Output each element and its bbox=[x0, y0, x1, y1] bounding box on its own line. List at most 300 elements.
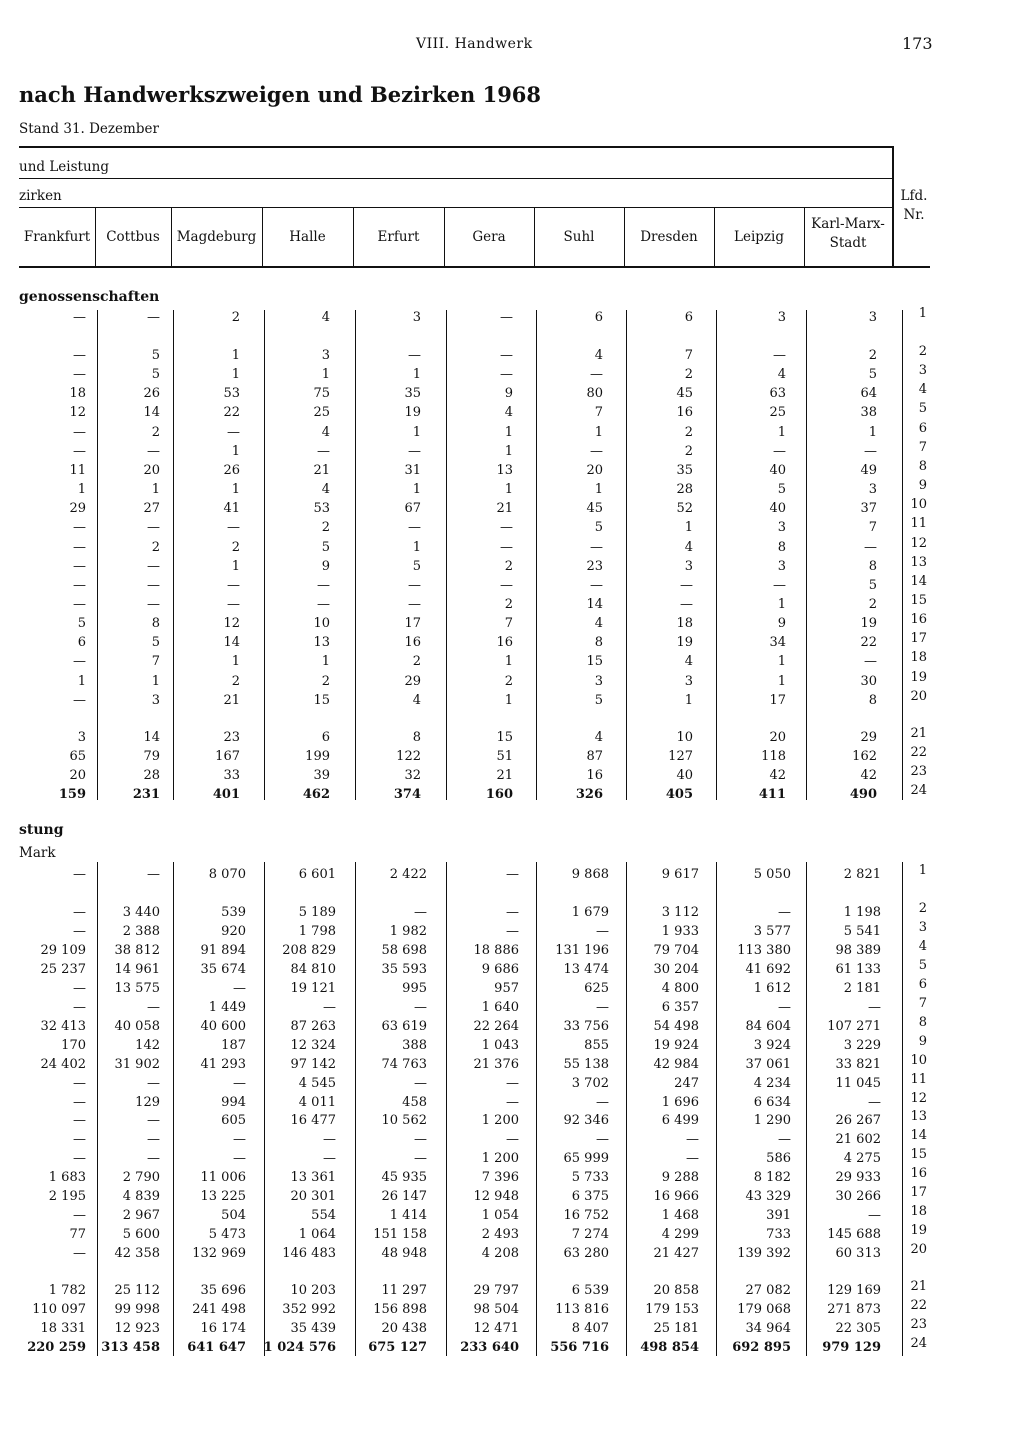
table-cell: — bbox=[414, 999, 427, 1015]
table-cell: 6 499 bbox=[661, 1113, 699, 1129]
row-number: 18 bbox=[910, 1204, 927, 1220]
table-cell: — bbox=[868, 999, 881, 1015]
table-cell: — bbox=[323, 999, 336, 1015]
table-cell: 2 195 bbox=[48, 1189, 86, 1205]
column-header: Gera bbox=[472, 229, 506, 245]
table-cell: 41 bbox=[223, 501, 240, 517]
row-number: 14 bbox=[910, 573, 927, 589]
row-number: 8 bbox=[918, 1014, 927, 1030]
table-cell: 27 bbox=[143, 501, 160, 517]
table-cell: 61 133 bbox=[835, 961, 881, 977]
header-group-label: und Leistung bbox=[19, 159, 109, 175]
table-cell: 554 bbox=[311, 1208, 336, 1224]
table-cell: 28 bbox=[676, 482, 693, 498]
row-number: 22 bbox=[910, 1298, 927, 1314]
table-cell: 45 bbox=[586, 501, 603, 517]
table-cell: 1 bbox=[868, 424, 877, 440]
table-cell: 20 bbox=[69, 768, 86, 783]
table-cell: 3 bbox=[412, 310, 421, 325]
table-cell: 87 263 bbox=[290, 1018, 336, 1034]
table-cell: 19 bbox=[860, 616, 877, 632]
table-cell: 4 bbox=[777, 367, 786, 383]
table-cell: 26 147 bbox=[381, 1189, 427, 1205]
table-cell: 23 bbox=[586, 558, 603, 574]
table-cell: 37 061 bbox=[745, 1056, 791, 1072]
table-cell: 4 bbox=[594, 729, 603, 745]
table-cell: 159 bbox=[58, 787, 86, 803]
table-cell: 2 bbox=[684, 424, 693, 440]
table-cell: — bbox=[686, 1151, 699, 1167]
table-cell: 1 798 bbox=[298, 923, 336, 939]
table-cell: 63 280 bbox=[563, 1246, 609, 1262]
table-cell: 2 422 bbox=[389, 867, 427, 882]
table-cell: — bbox=[500, 367, 513, 383]
table-cell: 5 600 bbox=[122, 1227, 160, 1243]
table-cell: 2 388 bbox=[122, 923, 160, 939]
table-cell: 48 948 bbox=[381, 1246, 427, 1262]
table-cell: 145 688 bbox=[827, 1227, 881, 1243]
table-cell: 142 bbox=[135, 1037, 160, 1053]
table-cell: 30 bbox=[860, 673, 877, 689]
table-cell: 5 050 bbox=[753, 867, 791, 882]
row-number: 3 bbox=[918, 919, 927, 935]
row-number: 19 bbox=[910, 1223, 927, 1239]
table-cell: 127 bbox=[668, 748, 693, 764]
table-cell: 4 011 bbox=[298, 1094, 336, 1110]
table-cell: 1 bbox=[684, 692, 693, 708]
table-cell: — bbox=[500, 310, 513, 325]
table-cell: 2 790 bbox=[122, 1170, 160, 1186]
table-cell: 1 696 bbox=[661, 1094, 699, 1110]
table-cell: — bbox=[506, 905, 519, 920]
row-number: 1 bbox=[918, 863, 927, 878]
table-cell: 13 361 bbox=[290, 1170, 336, 1186]
table-cell: 199 bbox=[305, 748, 330, 764]
header-column-divider bbox=[171, 208, 172, 266]
table-cell: 10 bbox=[676, 729, 693, 745]
table-cell: — bbox=[773, 443, 786, 459]
table-cell: — bbox=[73, 867, 86, 882]
table-cell: 1 bbox=[151, 673, 160, 689]
column-divider bbox=[355, 310, 356, 800]
table-cell: — bbox=[500, 520, 513, 536]
table-cell: — bbox=[227, 596, 240, 612]
table-cell: 4 bbox=[594, 348, 603, 363]
table-cell: 14 bbox=[586, 596, 603, 612]
table-cell: 2 bbox=[151, 539, 160, 555]
table-cell: 97 142 bbox=[290, 1056, 336, 1072]
table-cell: — bbox=[73, 905, 86, 920]
table-cell: 6 375 bbox=[571, 1189, 609, 1205]
column-divider bbox=[806, 862, 807, 1356]
table-cell: — bbox=[414, 1132, 427, 1148]
table-cell: 3 bbox=[684, 558, 693, 574]
table-cell: 241 498 bbox=[192, 1302, 246, 1318]
table-cell: 957 bbox=[494, 980, 519, 996]
header-column-divider bbox=[95, 208, 96, 266]
row-number: 8 bbox=[918, 458, 927, 474]
section-title: genossenschaften bbox=[19, 289, 160, 305]
table-cell: 3 bbox=[684, 673, 693, 689]
table-cell: 79 bbox=[143, 748, 160, 764]
table-cell: — bbox=[596, 999, 609, 1015]
table-cell: — bbox=[317, 596, 330, 612]
table-cell: 51 bbox=[496, 748, 513, 764]
table-cell: 17 bbox=[404, 616, 421, 632]
table-cell: — bbox=[323, 1151, 336, 1167]
table-cell: 32 413 bbox=[40, 1018, 86, 1034]
table-cell: — bbox=[317, 443, 330, 459]
table-cell: 5 189 bbox=[298, 905, 336, 920]
table-cell: 45 935 bbox=[381, 1170, 427, 1186]
table-cell: 1 043 bbox=[481, 1037, 519, 1053]
table-cell: 5 733 bbox=[571, 1170, 609, 1186]
table-cell: 41 692 bbox=[745, 961, 791, 977]
table-cell: 979 129 bbox=[822, 1339, 881, 1355]
table-cell: 733 bbox=[766, 1227, 791, 1243]
table-cell: 4 bbox=[412, 692, 421, 708]
row-number: 2 bbox=[918, 901, 927, 916]
table-cell: — bbox=[408, 443, 421, 459]
table-cell: 2 bbox=[868, 348, 877, 363]
table-cell: 586 bbox=[766, 1151, 791, 1167]
running-head: VIII. Handwerk bbox=[416, 36, 533, 52]
table-cell: — bbox=[233, 1132, 246, 1148]
table-cell: 3 bbox=[868, 310, 877, 325]
table-cell: — bbox=[868, 1094, 881, 1110]
table-cell: 1 bbox=[504, 424, 513, 440]
table-cell: 4 275 bbox=[843, 1151, 881, 1167]
column-divider bbox=[264, 310, 265, 800]
table-cell: 4 bbox=[321, 424, 330, 440]
table-cell: 20 438 bbox=[381, 1321, 427, 1336]
table-cell: 2 821 bbox=[843, 867, 881, 882]
row-number: 13 bbox=[910, 554, 927, 570]
row-number: 11 bbox=[910, 1071, 927, 1087]
table-cell: — bbox=[233, 1075, 246, 1091]
table-cell: 994 bbox=[221, 1094, 246, 1110]
row-number: 9 bbox=[918, 478, 927, 494]
row-number: 16 bbox=[910, 612, 927, 628]
table-cell: — bbox=[408, 348, 421, 363]
table-cell: 131 196 bbox=[555, 942, 609, 958]
top-rule bbox=[19, 146, 892, 148]
table-cell: 19 121 bbox=[290, 980, 336, 996]
header-bottom-rule bbox=[19, 266, 930, 268]
row-number: 2 bbox=[918, 344, 927, 359]
table-cell: 11 bbox=[69, 462, 86, 478]
table-cell: 1 200 bbox=[481, 1113, 519, 1129]
table-cell: 7 396 bbox=[481, 1170, 519, 1186]
table-cell: 45 bbox=[676, 386, 693, 402]
table-cell: 8 182 bbox=[753, 1170, 791, 1186]
table-cell: 1 064 bbox=[298, 1227, 336, 1243]
table-cell: 2 bbox=[868, 596, 877, 612]
table-cell: — bbox=[73, 310, 86, 325]
table-cell: — bbox=[147, 867, 160, 882]
table-cell: 3 bbox=[151, 692, 160, 708]
table-cell: 6 539 bbox=[571, 1283, 609, 1299]
table-cell: — bbox=[227, 577, 240, 593]
table-cell: — bbox=[147, 310, 160, 325]
table-cell: 35 439 bbox=[290, 1321, 336, 1336]
row-number: 23 bbox=[910, 764, 927, 779]
table-cell: 18 886 bbox=[473, 942, 519, 958]
table-cell: 30 204 bbox=[653, 961, 699, 977]
row-number: 22 bbox=[910, 744, 927, 760]
table-cell: — bbox=[73, 539, 86, 555]
table-cell: 4 bbox=[684, 654, 693, 670]
table-cell: — bbox=[686, 1132, 699, 1148]
table-cell: 2 181 bbox=[843, 980, 881, 996]
table-cell: 91 894 bbox=[200, 942, 246, 958]
table-cell: 10 bbox=[313, 616, 330, 632]
table-cell: 6 bbox=[321, 729, 330, 745]
table-cell: 9 617 bbox=[661, 867, 699, 882]
header-column-divider bbox=[262, 208, 263, 266]
table-cell: 1 bbox=[412, 367, 421, 383]
table-cell: 9 bbox=[777, 616, 786, 632]
table-cell: 20 bbox=[143, 462, 160, 478]
table-cell: 29 bbox=[69, 501, 86, 517]
table-cell: — bbox=[323, 1132, 336, 1148]
table-cell: — bbox=[500, 577, 513, 593]
column-divider bbox=[716, 862, 717, 1356]
table-cell: 55 138 bbox=[563, 1056, 609, 1072]
status-line: Stand 31. Dezember bbox=[19, 121, 159, 137]
table-cell: — bbox=[147, 443, 160, 459]
table-cell: 35 696 bbox=[200, 1283, 246, 1299]
table-cell: 1 bbox=[151, 482, 160, 498]
table-cell: 6 bbox=[684, 310, 693, 325]
table-cell: 7 274 bbox=[571, 1227, 609, 1243]
table-cell: — bbox=[596, 1132, 609, 1148]
table-cell: 122 bbox=[396, 748, 421, 764]
row-number: 17 bbox=[910, 631, 927, 647]
table-cell: 9 868 bbox=[571, 867, 609, 882]
table-cell: — bbox=[778, 905, 791, 920]
table-cell: — bbox=[506, 1094, 519, 1110]
table-cell: 14 bbox=[143, 729, 160, 745]
table-cell: 5 bbox=[868, 577, 877, 593]
table-cell: — bbox=[500, 348, 513, 363]
table-cell: — bbox=[414, 905, 427, 920]
column-divider bbox=[536, 862, 537, 1356]
table-cell: 1 679 bbox=[571, 905, 609, 920]
table-cell: 29 bbox=[404, 673, 421, 689]
header-column-divider bbox=[714, 208, 715, 266]
table-cell: 1 bbox=[412, 424, 421, 440]
table-cell: 77 bbox=[69, 1227, 86, 1243]
table-cell: 2 493 bbox=[481, 1227, 519, 1243]
table-cell: 75 bbox=[313, 386, 330, 402]
table-cell: 12 471 bbox=[473, 1321, 519, 1336]
header-right-rule bbox=[892, 146, 894, 266]
table-cell: — bbox=[778, 999, 791, 1015]
table-cell: 4 bbox=[684, 539, 693, 555]
table-cell: 4 bbox=[504, 405, 513, 421]
table-cell: 1 200 bbox=[481, 1151, 519, 1167]
table-cell: 13 bbox=[496, 462, 513, 478]
row-number: 11 bbox=[910, 516, 927, 532]
table-cell: 391 bbox=[766, 1208, 791, 1224]
table-cell: 641 647 bbox=[187, 1339, 246, 1355]
table-cell: 167 bbox=[215, 748, 240, 764]
table-cell: 1 bbox=[231, 367, 240, 383]
table-cell: 1 468 bbox=[661, 1208, 699, 1224]
table-cell: 1 bbox=[594, 424, 603, 440]
table-cell: 29 933 bbox=[835, 1170, 881, 1186]
table-cell: 3 bbox=[594, 673, 603, 689]
table-cell: — bbox=[73, 558, 86, 574]
row-number: 9 bbox=[918, 1033, 927, 1049]
table-cell: 6 601 bbox=[298, 867, 336, 882]
table-cell: 2 bbox=[504, 596, 513, 612]
table-cell: 12 948 bbox=[473, 1189, 519, 1205]
table-cell: — bbox=[408, 596, 421, 612]
row-number: 5 bbox=[918, 401, 927, 417]
table-cell: 4 839 bbox=[122, 1189, 160, 1205]
table-cell: 3 bbox=[868, 482, 877, 498]
table-cell: 220 259 bbox=[27, 1339, 86, 1355]
table-cell: 53 bbox=[223, 386, 240, 402]
table-cell: 2 bbox=[231, 310, 240, 325]
table-cell: 3 bbox=[777, 558, 786, 574]
table-cell: — bbox=[73, 1246, 86, 1262]
table-cell: 23 bbox=[223, 729, 240, 745]
header-rule-2 bbox=[19, 207, 892, 208]
header-rule-1 bbox=[19, 178, 892, 179]
table-cell: 21 427 bbox=[653, 1246, 699, 1262]
table-cell: 1 bbox=[412, 539, 421, 555]
page-number: 173 bbox=[902, 34, 933, 53]
table-cell: 2 bbox=[231, 539, 240, 555]
table-cell: — bbox=[864, 443, 877, 459]
table-cell: 132 969 bbox=[192, 1246, 246, 1262]
table-cell: — bbox=[773, 577, 786, 593]
table-cell: 38 812 bbox=[114, 942, 160, 958]
table-cell: 31 bbox=[404, 462, 421, 478]
row-number: 5 bbox=[918, 957, 927, 973]
row-number: 15 bbox=[910, 1147, 927, 1163]
table-cell: 8 bbox=[868, 558, 877, 574]
column-header: Karl-Marx- Stadt bbox=[811, 216, 885, 251]
table-cell: 38 bbox=[860, 405, 877, 421]
table-cell: 1 024 576 bbox=[263, 1339, 336, 1355]
table-cell: 3 924 bbox=[753, 1037, 791, 1053]
row-number: 21 bbox=[910, 1279, 927, 1295]
table-cell: 9 bbox=[504, 386, 513, 402]
table-cell: 2 bbox=[231, 673, 240, 689]
table-cell: 22 305 bbox=[835, 1321, 881, 1336]
table-cell: — bbox=[864, 654, 877, 670]
table-cell: 60 313 bbox=[835, 1246, 881, 1262]
table-cell: 15 bbox=[313, 692, 330, 708]
table-cell: — bbox=[73, 520, 86, 536]
table-cell: 352 992 bbox=[282, 1302, 336, 1318]
table-cell: 1 290 bbox=[753, 1113, 791, 1129]
table-cell: 5 bbox=[412, 558, 421, 574]
table-cell: 16 bbox=[586, 768, 603, 783]
table-cell: 1 bbox=[231, 482, 240, 498]
row-number: 1 bbox=[918, 306, 927, 321]
table-cell: — bbox=[596, 1094, 609, 1110]
table-cell: 539 bbox=[221, 905, 246, 920]
table-cell: 4 bbox=[321, 482, 330, 498]
table-cell: 14 bbox=[223, 635, 240, 651]
table-cell: 8 070 bbox=[208, 867, 246, 882]
table-cell: — bbox=[73, 1132, 86, 1148]
table-cell: 7 bbox=[594, 405, 603, 421]
table-cell: 401 bbox=[212, 787, 240, 803]
table-cell: 3 bbox=[77, 729, 86, 745]
table-cell: 1 449 bbox=[208, 999, 246, 1015]
row-number: 19 bbox=[910, 669, 927, 685]
table-cell: 7 bbox=[504, 616, 513, 632]
table-cell: 1 198 bbox=[843, 905, 881, 920]
table-cell: 156 898 bbox=[373, 1302, 427, 1318]
table-cell: 2 bbox=[504, 558, 513, 574]
table-cell: 1 612 bbox=[753, 980, 791, 996]
table-cell: 5 541 bbox=[843, 923, 881, 939]
table-cell: 4 bbox=[594, 616, 603, 632]
row-number: 4 bbox=[918, 382, 927, 398]
table-cell: — bbox=[868, 1208, 881, 1224]
table-cell: 29 109 bbox=[40, 942, 86, 958]
section-unit: Mark bbox=[19, 845, 56, 861]
table-cell: 22 bbox=[223, 405, 240, 421]
table-cell: 4 299 bbox=[661, 1227, 699, 1243]
table-cell: 11 297 bbox=[381, 1283, 427, 1299]
table-cell: 2 bbox=[504, 673, 513, 689]
table-cell: — bbox=[506, 923, 519, 939]
table-cell: 35 674 bbox=[200, 961, 246, 977]
table-cell: 13 225 bbox=[200, 1189, 246, 1205]
table-cell: 27 082 bbox=[745, 1283, 791, 1299]
table-cell: 458 bbox=[402, 1094, 427, 1110]
table-cell: 10 203 bbox=[290, 1283, 336, 1299]
table-cell: 3 577 bbox=[753, 923, 791, 939]
table-cell: 80 bbox=[586, 386, 603, 402]
table-cell: 79 704 bbox=[653, 942, 699, 958]
row-number: 12 bbox=[910, 535, 927, 551]
table-cell: 40 bbox=[676, 768, 693, 783]
table-cell: 29 bbox=[860, 729, 877, 745]
table-cell: — bbox=[773, 348, 786, 363]
table-cell: 1 bbox=[777, 424, 786, 440]
table-cell: — bbox=[147, 999, 160, 1015]
table-cell: 3 229 bbox=[843, 1037, 881, 1053]
table-cell: 5 473 bbox=[208, 1227, 246, 1243]
table-cell: 110 097 bbox=[32, 1302, 86, 1318]
table-cell: 9 686 bbox=[481, 961, 519, 977]
column-divider bbox=[446, 310, 447, 800]
table-cell: 33 bbox=[223, 768, 240, 783]
table-cell: 5 bbox=[594, 692, 603, 708]
row-number: 15 bbox=[910, 592, 927, 608]
table-cell: 20 bbox=[769, 729, 786, 745]
table-cell: 67 bbox=[404, 501, 421, 517]
table-cell: 1 054 bbox=[481, 1208, 519, 1224]
table-cell: 1 bbox=[777, 654, 786, 670]
table-cell: 5 bbox=[151, 635, 160, 651]
table-cell: — bbox=[590, 443, 603, 459]
table-cell: — bbox=[73, 424, 86, 440]
table-cell: — bbox=[147, 1075, 160, 1091]
table-cell: 92 346 bbox=[563, 1113, 609, 1129]
table-cell: 35 bbox=[676, 462, 693, 478]
column-divider bbox=[626, 862, 627, 1356]
